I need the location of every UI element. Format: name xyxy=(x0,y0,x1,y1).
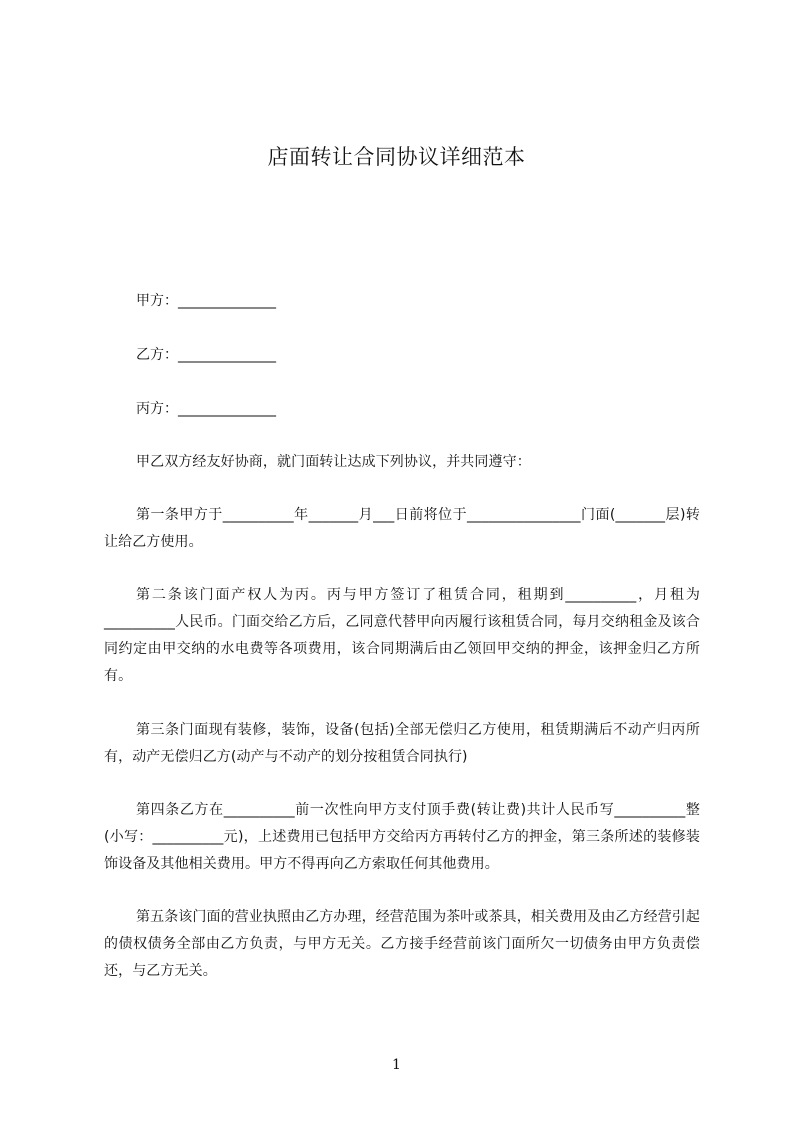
party-b-line: 乙方：______________ xyxy=(136,347,276,363)
article-1-paragraph: 第一条甲方于__________年_______月___日前将位于________________门面(_______层)转让给乙方使用。 xyxy=(104,507,700,550)
article-3-paragraph: 第三条门面现有装修，装饰，设备(包括)全部无偿归乙方使用，租赁期满后不动产归丙所有，动产无偿归乙方(动产与不动产的划分按租赁合同执行) xyxy=(104,722,700,765)
party-c-line: 丙方：______________ xyxy=(136,401,276,417)
intro-paragraph: 甲乙双方经友好协商，就门面转让达成下列协议，并共同遵守： xyxy=(136,454,531,470)
page-number: 1 xyxy=(392,1057,401,1073)
document-title: 店面转让合同协议详细范本 xyxy=(267,145,526,169)
article-5-paragraph: 第五条该门面的营业执照由乙方办理，经营范围为茶叶或茶具，相关费用及由乙方经营引起的债权债务全部由乙方负责，与甲方无关。乙方接手经营前该门面所欠一切债务由甲方负责偿还，与乙方无关。 xyxy=(104,909,700,979)
article-2-paragraph: 第二条该门面产权人为丙。丙与甲方签订了租赁合同，租期到__________，月租为__________人民币。门面交给乙方后，乙同意代替甲向丙履行该租赁合同，每月交纳租金及该合同约定由甲交纳的水电费等各项费用，该合同期满后由乙领回甲交纳的押金，该押金归乙方所有。 xyxy=(104,587,700,684)
article-4-paragraph: 第四条乙方在__________前一次性向甲方支付顶手费(转让费)共计人民币写__________整(小写：__________元)，上述费用已包括甲方交给丙方再转付乙方的押金，第三条所述的装修装饰设备及其他相关费用。甲方不得再向乙方索取任何其他费用。 xyxy=(104,802,700,872)
party-a-line: 甲方：______________ xyxy=(136,293,276,309)
